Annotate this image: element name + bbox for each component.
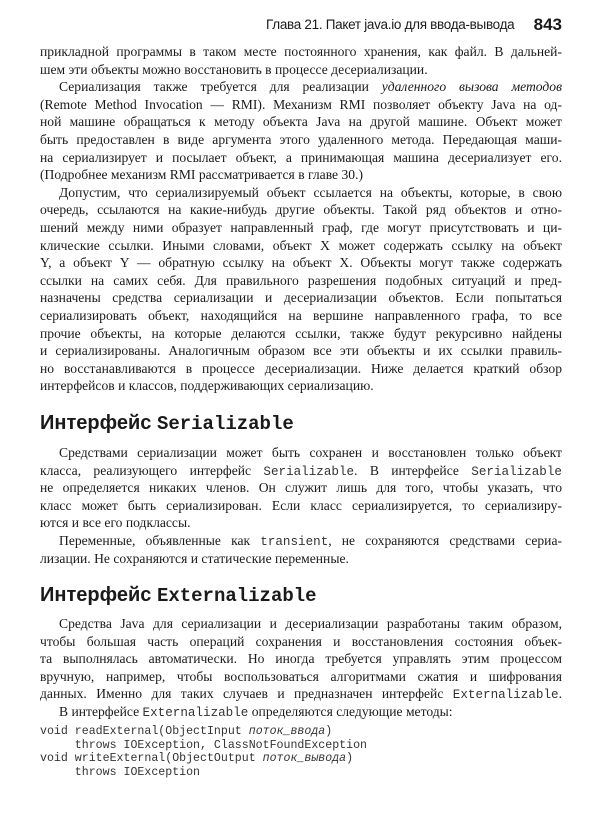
text: . В интерфейсе — [354, 462, 472, 478]
text: определяются следующие методы: — [248, 703, 453, 719]
code-line: throws IOException, ClassNotFoundException — [40, 738, 367, 752]
text-line: интерфейсов и классов, поддерживающих сериализацию. — [40, 378, 374, 394]
running-header — [266, 17, 562, 37]
code-inline: Serializable — [263, 464, 355, 479]
code-inline: transient — [260, 534, 329, 549]
text-line: не определяется никаких членов. Он служит лишь для того, чтобы указать, что — [40, 480, 562, 496]
text-line: очередь, ссылаются на какие-нибудь другие объекты. Такой ряд объектов и отно- — [40, 202, 562, 218]
text-line: прочие объекты, на которые делаются ссылки, также будут рекурсивно найдены — [40, 325, 562, 341]
heading-text: Интерфейс — [40, 584, 157, 606]
code-listing — [40, 725, 367, 779]
text-line: шений между ними образует направленный граф, где могут присутствовать и ци- — [40, 219, 562, 235]
code: ) — [346, 752, 354, 766]
text-line — [40, 703, 562, 721]
code: ) — [325, 725, 333, 738]
text-line: (Подробнее механизм RMI рассматривается в главе 30.) — [40, 167, 364, 183]
serializable-text — [40, 444, 562, 567]
code-line: throws IOException — [40, 765, 201, 779]
text-line: Средствами сериализации может быть сохранен и восстановлен только объект — [59, 445, 562, 460]
text-line — [40, 462, 562, 480]
text: . — [558, 686, 562, 702]
text-line — [40, 685, 562, 703]
emphasis: удаленного вызова методов — [381, 79, 562, 95]
text-line — [40, 532, 562, 550]
text-line: прикладной программы в таком месте постоянного хранения, как файл. В дальней- — [40, 44, 562, 59]
text: Сериализация также требуется для реализации — [59, 79, 382, 95]
text-line: ной машине обращаться к методу объекта Java на другой машине. Объект может — [40, 114, 562, 130]
section-heading-serializable — [40, 412, 294, 435]
text-line: Допустим, что сериализируемый объект ссылается на объекты, которые, в свою — [59, 184, 562, 200]
code-inline: Externalizable — [452, 688, 559, 703]
text: данных. Именно для таких случаев и предназначен интерфейс — [40, 686, 453, 702]
text-line: клические ссылки. Иными словами, объект X может содержать ссылку на объект — [40, 237, 562, 253]
text: Переменные, объявленные как — [59, 532, 261, 548]
section-heading-externalizable — [40, 584, 317, 607]
intro-text — [40, 43, 562, 395]
text-line: ются и все его подклассы. — [40, 515, 191, 531]
text-line: класс может быть сериализирован. Если класс сериализируется, то сериализиру- — [40, 497, 562, 513]
chapter-title: Глава 21. Пакет java.io для ввода-вывода — [266, 17, 515, 32]
text-line: (Remote Method Invocation — RMI). Механизм RMI позволяет объекту Java на од- — [40, 96, 562, 112]
code-inline: Externalizable — [142, 705, 249, 720]
heading-code: Externalizable — [156, 585, 317, 607]
text-line: назначены средства сериализации и десериализации объектов. Если попытаться — [40, 290, 562, 306]
text-line: вручную, например, чтобы воспользоваться алгоритмами сжатия и шифрования — [40, 668, 562, 684]
text-line: быть предоставлен в виде аргумента этого удаленного метода. Передающая маши- — [40, 131, 562, 147]
text-line: но восстанавливаются в процессе десериализации. Ниже делается краткий обзор — [40, 360, 562, 376]
text-line: та выполнялась автоматически. Но иногда требуется управлять этим процессом — [40, 651, 562, 667]
text-line: и сериализированы. Аналогичным образом все эти объекты и их ссылки правиль- — [40, 343, 562, 359]
text-line: на сериализирует и посылает объект, а принимающая машина десериализует его. — [40, 149, 562, 165]
code-param: поток_ввода — [248, 725, 326, 738]
text-line: сериализировать объект, находящийся на вершине направленного графа, то все — [40, 307, 562, 323]
code-param: поток_вывода — [262, 752, 347, 766]
text-line: ссылки на самих себя. Для правильного разрешения подобных ситуаций и пред- — [40, 272, 562, 288]
text: , не сохраняются средствами сериа- — [328, 532, 563, 548]
text-line: Y, а объект Y — обратную ссылку на объект X. Объекты могут также содержать — [40, 255, 562, 271]
text-line: Средства Java для сериализации и десериализации разработаны таким образом, — [59, 616, 562, 631]
text-line — [40, 78, 562, 96]
text-line: чтобы большая часть операций сохранения и восстановления состояния объек- — [40, 633, 562, 649]
text-line: лизации. Не сохраняются и статические переменные. — [40, 550, 349, 566]
code: void readExternal(ObjectInput — [40, 725, 249, 738]
code-inline: Serializable — [471, 464, 562, 479]
externalizable-text — [40, 615, 562, 721]
page-number: 843 — [533, 15, 562, 34]
text-line: шем эти объекты можно восстановить в процессе десериализации. — [40, 61, 428, 77]
code: void writeExternal(ObjectOutput — [40, 752, 263, 766]
code-line — [40, 725, 367, 739]
text: класса, реализующего интерфейс — [40, 462, 264, 478]
code-line — [40, 752, 367, 766]
heading-code: Serializable — [156, 413, 294, 435]
text: В интерфейсе — [59, 703, 143, 719]
heading-text: Интерфейс — [40, 412, 157, 434]
